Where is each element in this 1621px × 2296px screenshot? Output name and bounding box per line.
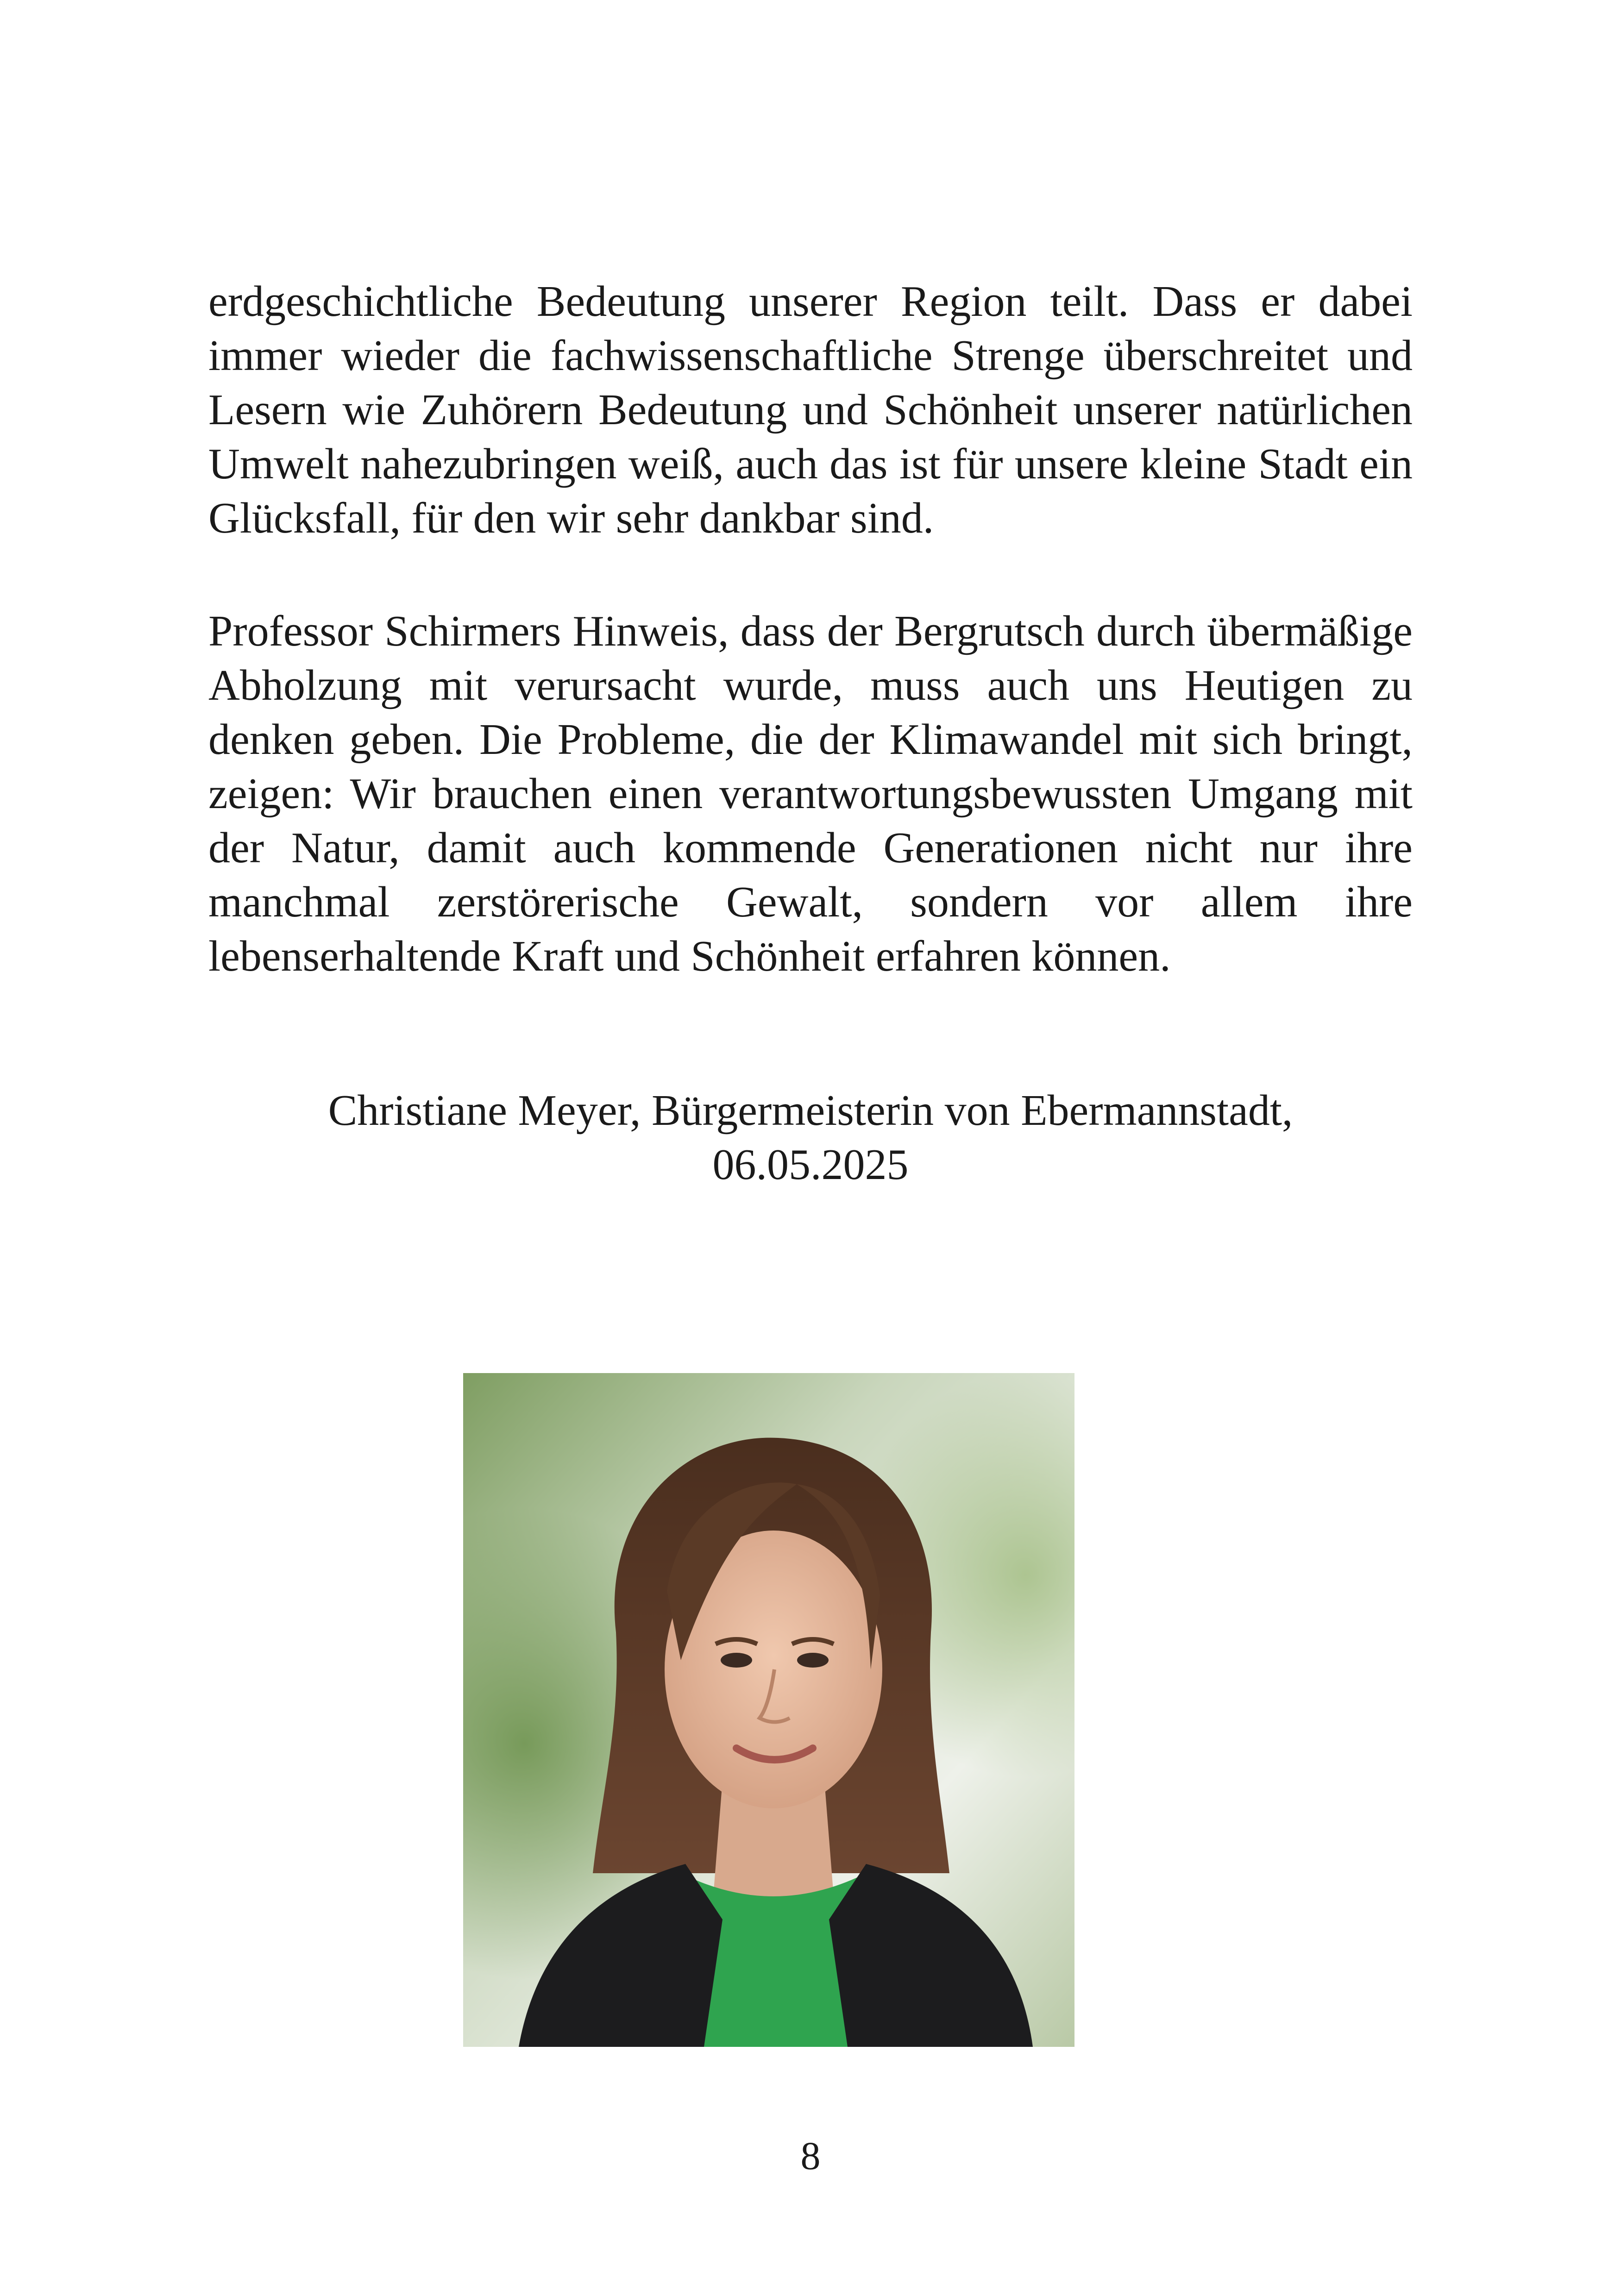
signature-block [208, 1084, 1413, 1192]
body-paragraph-1: erdgeschichtliche Bedeutung unserer Region teilt. Dass er dabei immer wieder die fachwissenschaftliche Strenge überschreitet und Lesern wie Zuhörern Bedeutung und Schönheit unserer natürlichen Umwelt nahezubringen weiß, auch das ist für unsere kleine Stadt ein Glücksfall, für den wir sehr dankbar sind. [208, 277, 1413, 542]
body-paragraph-2: Professor Schirmers Hinweis, dass der Bergrutsch durch übermäßige Abholzung mit verursacht wurde, muss auch uns Heutigen zu denken geben. Die Probleme, die der Klimawandel mit sich bringt, zeigen: Wir brauchen einen verantwortungsbewussten Umgang mit der Natur, damit auch kommende Generationen nicht nur ihre manchmal zerstörerische Gewalt, sondern vor allem ihre lebenserhaltende Kraft und Schönheit erfahren können. [208, 607, 1413, 980]
portrait-photo-icon [463, 1373, 1074, 2047]
signature-name: Christiane Meyer, Bürgermeisterin von Ebermannstadt, [328, 1086, 1293, 1135]
signature-date: 06.05.2025 [712, 1141, 909, 1189]
page-number: 8 [800, 2133, 821, 2178]
portrait-photo [463, 1373, 1074, 2047]
